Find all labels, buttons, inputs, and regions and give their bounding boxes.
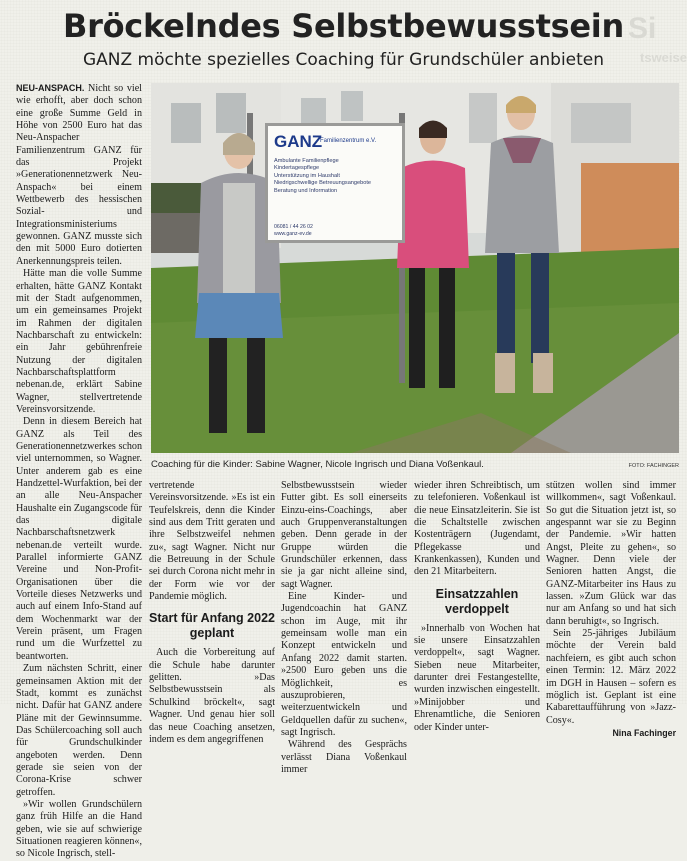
paragraph: Selbstbewusstsein wieder Futter gibt. Es soll einerseits Einzu-eins-Coachings, aber auch Gruppenveranstaltungen geben. Denn gerade in der Gruppe würden die Grundschüler erkennen, dass sie ja gar nicht alleine sind, sagt Wagner. bbox=[281, 480, 407, 590]
sign-web: www.ganz-ev.de bbox=[274, 231, 312, 237]
paragraph: Zum nächsten Schritt, einer gemeinsamen Aktion mit der Stadt, kommt es zunächst nicht. Dafür hat GANZ andere Pläne mit der Gewinnsumme. Das Schülercoaching soll auch für Grundschulkinder angeboten werden. Denn gerade sie seien von der Corona-Krise schwer getroffen. bbox=[16, 663, 142, 798]
paragraph: Eine Kinder- und Jugendcoachin hat GANZ schon im Auge, mit ihr gemeinsam wolle man ein Konzept entwickeln und Anfang 2022 damit starten. »2500 Euro geben uns die Möglichkeit, es auszuprobieren, weiterzuentwickeln und Geldquellen dafür zu suchen«, sagt Ingrisch. bbox=[281, 591, 407, 738]
photo-credit: FOTO: FACHINGER bbox=[628, 463, 679, 469]
article-column-5 bbox=[546, 480, 676, 739]
paragraph-text: Nicht so viel wie erhofft, aber doch schon eine große Summe Geld in Höhe von 2500 Euro hat das Neu-Anspacher Familienzentrum GANZ für das Projekt »Generationennetzwerk Neu-Anspach« bei einem Wettbewerb des hessischen Sozial- und Integrationsministeriums gewonnen. GANZ musste sich den mit 5000 Euro dotierten Anerkennungspreis teilen. bbox=[16, 83, 142, 267]
article-column-1 bbox=[16, 82, 142, 860]
paragraph: Auch die Vorbereitung auf die Schule habe darunter gelitten. »Das Selbstbewusstsein als Schulkind bröckelt«, sagt Wagner. Und genau hier soll das neue Coaching ansetzen, indem es dem angegriffenen bbox=[149, 647, 275, 745]
ganz-sign bbox=[265, 123, 405, 243]
photo-scene bbox=[151, 83, 679, 453]
sign-line: Beratung und Information bbox=[274, 187, 338, 194]
subheadline: GANZ möchte spezielles Coaching für Grundschüler anbieten bbox=[82, 50, 605, 70]
paragraph: stützen wollen sind immer willkommen«, sagt Voßenkaul. So gut die Situation jetzt ist, so angespannt war sie zu Beginn der Pandemie. »Wir hatten Angst, Pleite zu gehen«, so Wagner. Denn viele der Senioren hatten Angst, die GANZ-Mitarbeiter ins Haus zu lassen. »Zum Glück war das nur am Anfang so und hat sich dann beruhigt«, so Ingrisch. bbox=[546, 480, 676, 627]
paragraph: Sein 25-jähriges Jubiläum möchte der Verein bald nachfeiern, es gibt auch schon einen Termin: 12. März 2022 im DGH in Hausen – sofern es möglich ist. Geplant ist eine Kabarettaufführung von »Jazz-Cosy«. bbox=[546, 628, 676, 726]
sign-line: Kindertagespflege bbox=[274, 165, 320, 172]
ganz-logo: GANZ bbox=[274, 132, 323, 151]
article-column-2 bbox=[149, 480, 275, 746]
paragraph: Denn in diesem Bereich hat GANZ als Teil des Generationennetzwerkes schon viel unternommen, so Wagner. Unter anderem gab es eine Handzettel-Wurfaktion, bei der an alle Neu-Anspacher Haushalte ein Zugangscode für das digitale Nachbarschaftsnetzwerk nebenan.de verteilt wurde. Parallel informierte GANZ Vereine und Non-Profit-Organisationen über die Vorteile dieses Netzwerks und auch auf einem Info-Stand auf dem Wochenmarkt war der Verein präsent, um Fragen rund um die Wurfzettel zu beantworten. bbox=[16, 416, 142, 662]
sign-line: Niedrigschwellige Betreuungsangebote bbox=[274, 180, 372, 187]
author-byline: Nina Fachinger bbox=[612, 727, 676, 738]
photo-caption: Coaching für die Kinder: Sabine Wagner, Nicole Ingrisch und Diana Voßenkaul. bbox=[151, 459, 484, 470]
article-column-4 bbox=[414, 480, 540, 734]
paragraph: »Wir wollen Grundschülern ganz früh Hilfe an die Hand geben, wie sie auf schwierige Situationen reagieren können«, so Nicole Ingrisch, stell- bbox=[16, 798, 142, 860]
sign-services bbox=[274, 158, 402, 195]
paragraph: vertretende Vereinsvorsitzende. »Es ist ein Teufelskreis, denn die Kinder sind aus dem Tritt geraten und ihre Selbstzweifel nehmen zu«, sagt Wagner. Nicht nur die Betreuung in der Schule sei durch Corona nicht mehr in der Form wie vor der Pandemie möglich. bbox=[149, 480, 275, 603]
paragraph bbox=[16, 82, 142, 268]
sign-line: Unterstützung im Haushalt bbox=[274, 172, 340, 179]
ghost-text-bleed-2: tsweise bbox=[640, 50, 687, 65]
paragraph: »Innerhalb von Wochen hat sie unsere Einsatzzahlen verdoppelt«, sagt Wagner. Sieben neue Mitarbeiter, darunter drei Festangestellte, wurden inzwischen eingestellt. »Minijobber und Ehrenamtliche, die Senioren oder Kinder unter- bbox=[414, 622, 540, 733]
dateline: NEU-ANSPACH. bbox=[16, 83, 85, 93]
paragraph: Während des Gesprächs verlässt Diana Voßenkaul immer bbox=[281, 739, 407, 775]
subheading: Start für Anfang 2022 geplant bbox=[149, 611, 275, 641]
ganz-logo-subtitle: Familienzentrum e.V. bbox=[320, 138, 377, 144]
paragraph: wieder ihren Schreibtisch, um zu telefonieren. Voßenkaul ist die neue Einsatzleiterin. Sie ist die Schaltstelle zwischen Kostenträgern (Jugendamt, Pflegekasse und Krankenkassen), Kunden und den 21 Mitarbeitern. bbox=[414, 480, 540, 578]
paragraph: Hätte man die volle Summe erhalten, hätte GANZ Kontakt mit der Stadt aufgenommen, um ein gemeinsames Projekt im Rahmen der digitalen Nachbarschaft zu entwickeln: ein Jahr gebührenfreie Nutzung der digitalen Nachbarschaftsplattform nebenan.de, erklärt Sabine Wagner, stellvertretende Vereinsvorsitzende. bbox=[16, 268, 142, 415]
article-column-3 bbox=[281, 480, 407, 776]
sign-line: Ambulante Familienpflege bbox=[274, 158, 339, 164]
sign-contact bbox=[274, 224, 313, 238]
subheading: Einsatzzahlen verdoppelt bbox=[435, 586, 519, 616]
sign-phone: 06081 / 44 26 02 bbox=[274, 224, 313, 230]
headline: Bröckelndes Selbstbewusstsein bbox=[63, 7, 624, 45]
article-photo bbox=[151, 83, 679, 453]
ghost-text-bleed: Si bbox=[628, 12, 657, 45]
